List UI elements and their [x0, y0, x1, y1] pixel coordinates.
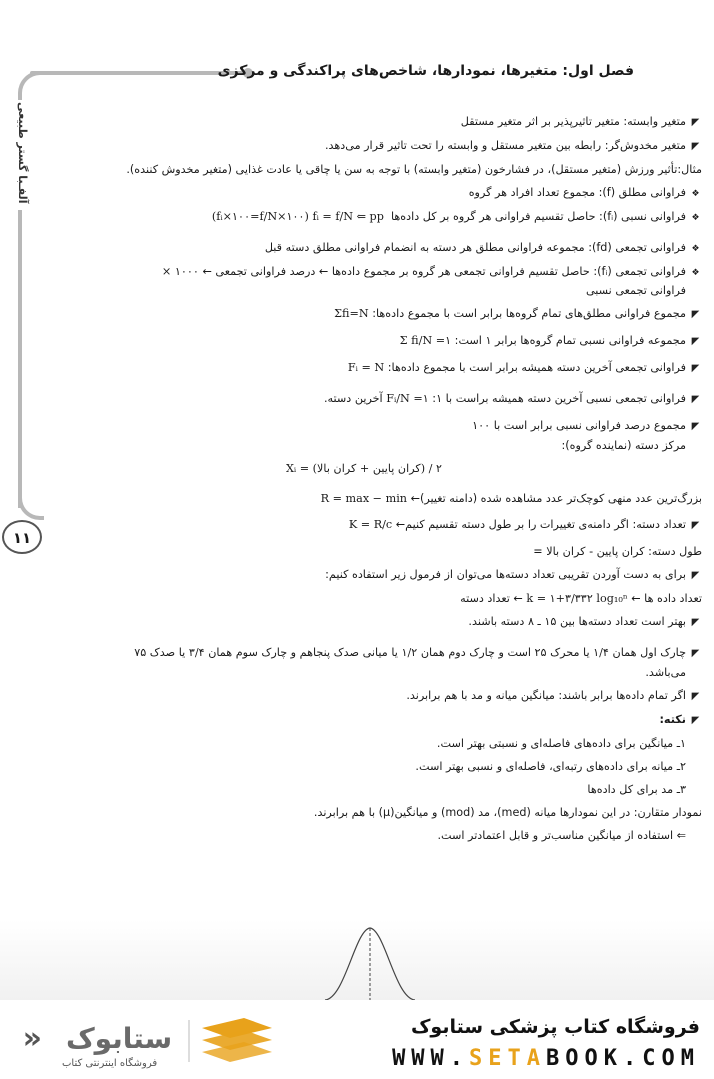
logo-divider: [188, 1020, 190, 1062]
bullet-icon: ◤: [691, 520, 700, 531]
bullet-icon: ◤: [691, 570, 700, 581]
bullet-icon: ◤: [691, 336, 700, 347]
symmetric-curve-figure: [320, 920, 420, 1000]
frame-top-rule: [30, 71, 248, 75]
side-label: آلفـبا گستر طبیعی: [5, 100, 33, 210]
list-item: ◤مجموعه فراوانی نسبی تمام گروه‌ها برابر ۱ است: Σ fi/N =۱: [40, 333, 702, 350]
formula-sum-f: Σfi=N: [334, 307, 369, 320]
list-item: بزرگ‌ترین عدد منهی کوچک‌تر عدد مشاهده شده (دامنه تغییر)← R = max − min: [320, 492, 702, 505]
list-item: مرکز دسته (نماینده گروه):: [561, 439, 686, 452]
list-item: ❖فراوانی مطلق (f): مجموع تعداد افراد هر گروه: [40, 185, 702, 202]
book-stack-icon: [202, 1018, 272, 1062]
list-item: ◤بهتر است تعداد دسته‌ها بین ۱۵ ـ ۸ دسته باشند.: [40, 614, 702, 631]
formula-sum-rel: Σ fi/N =۱: [399, 334, 452, 347]
logo-text: ستابوک: [66, 1022, 173, 1055]
list-item: مثال:تأثیر ورزش (متغیر مستقل)، در فشارخون (متغیر وابسته) با توجه به سن یا چاقی یا عادت غذایی (متغیر مخدوش کننده).: [126, 163, 702, 176]
page-content: [40, 114, 702, 851]
list-item: ۱ـ میانگین برای داده‌های فاصله‌ای و نسبتی بهتر است.: [436, 737, 686, 750]
bullet-icon: ◤: [691, 363, 700, 374]
formula-center: Xᵢ = (کران پایین + کران بالا) / ۲: [285, 462, 442, 475]
list-item: ⇐ استفاده از میانگین مناسب‌تر و قابل اعتمادتر است.: [437, 829, 686, 842]
list-item: ◤اگر تمام داده‌ها برابر باشند: میانگین میانه و مد با هم برابرند.: [40, 688, 702, 705]
formula-classes: K = R/c: [348, 518, 393, 531]
list-item: ◤نکته:: [40, 712, 702, 729]
bullet-icon: ◤: [691, 691, 700, 702]
store-url[interactable]: WWW.SETABOOK.COM: [392, 1046, 700, 1071]
list-item: فراوانی تجمعی نسبی: [585, 284, 686, 297]
list-item: ❖فراوانی تجمعی (fd): مجموعه فراوانی مطلق هر دسته به انضمام فراوانی مطلق دسته قبل: [40, 240, 702, 257]
list-item: طول دسته: کران پایین - کران بالا =: [533, 545, 702, 558]
bullet-icon: ◤: [691, 715, 700, 726]
diamond-bullet-icon: ❖: [691, 268, 700, 278]
store-name: فروشگاه کتاب پزشکی ستابوک: [410, 1016, 700, 1038]
list-item: ◤مجموع فراوانی مطلق‌های تمام گروه‌ها برابر است با مجموع داده‌ها: Σfi=N: [40, 306, 702, 323]
bullet-icon: ◤: [691, 394, 700, 405]
svg-text:«: «: [22, 1021, 42, 1056]
diamond-bullet-icon: ❖: [691, 189, 700, 199]
list-item: ◤فراوانی تجمعی نسبی آخرین دسته همیشه براست با ۱: Fᵢ/N =۱ آخرین دسته.: [40, 391, 702, 408]
formula-count: k = ۱+۳/۳۳۲ log₁₀ⁿ: [526, 592, 628, 605]
logo-subtitle: فروشگاه اینترنتی کتاب: [62, 1058, 158, 1069]
chapter-title: فصل اول: متغیرها، نمودارها، شاخص‌های پراکندگی و مرکزی: [217, 63, 634, 79]
list-item: ❖فراوانی نسبی (fᵢ): حاصل تقسیم فراوانی هر گروه بر کل داده‌ها (fᵢ×۱۰۰=f/N×۱۰۰) fᵢ = f/N ⇐ pp: [40, 209, 702, 226]
list-item: ◤برای به دست آوردن تقریبی تعداد دسته‌ها می‌توان از فرمول زیر استفاده کنیم:: [40, 567, 702, 584]
formula-relative: (fᵢ×۱۰۰=f/N×۱۰۰) fᵢ = f/N ⇐ pp: [211, 210, 384, 223]
formula-last-rel: Fᵢ/N =۱: [386, 392, 429, 405]
bullet-icon: ◤: [691, 617, 700, 628]
list-item: ◤مجموع درصد فراوانی نسبی برابر است با ۱۰۰: [40, 418, 702, 435]
list-item: ◤تعداد دسته: اگر دامنه‌ی تغییرات را بر طول دسته تقسیم کنیم← K = R/c: [40, 517, 702, 534]
bullet-icon: ◤: [691, 117, 700, 128]
bullet-icon: ◤: [691, 648, 700, 659]
list-item: ◤چارک اول همان ۱/۴ یا محرک ۲۵ است و چارک دوم همان ۱/۲ یا میانی صدک پنجاهم و چارک سوم همان ۳/۴ یا صدک ۷۵: [40, 645, 702, 662]
list-item: ◤فراوانی تجمعی آخرین دسته همیشه برابر است با مجموع داده‌ها: Fᵢ = N: [40, 360, 702, 377]
list-item: نمودار متقارن: در این نمودارها میانه (med)، مد (mod) و میانگین(μ) با هم برابرند.: [313, 806, 702, 819]
bullet-icon: ◤: [691, 141, 700, 152]
list-item: ❖فراوانی تجمعی (fᵢ): حاصل تقسیم فراوانی تجمعی هر گروه بر مجموع داده‌ها ← درصد فراوانی تجمعی ← ۱۰۰۰ ×: [40, 264, 702, 281]
list-item: ۲ـ میانه برای داده‌های رتبه‌ای، فاصله‌ای و نسبی بهتر است.: [415, 760, 686, 773]
bullet-icon: ◤: [691, 421, 700, 432]
formula-range: R = max − min: [320, 492, 408, 505]
diamond-bullet-icon: ❖: [691, 213, 700, 223]
list-item: می‌باشد.: [645, 666, 686, 679]
formula-center-line: [40, 461, 702, 477]
list-item: تعداد داده ها ← k = ۱+۳/۳۳۲ log₁₀ⁿ ← تعداد دسته: [460, 592, 702, 605]
formula-last-cum: Fᵢ = N: [347, 361, 385, 374]
diamond-bullet-icon: ❖: [691, 244, 700, 254]
bullet-icon: ◤: [691, 309, 700, 320]
page-number: ۱۱: [2, 520, 42, 554]
list-item: ◤متغیر وابسته: متغیر تاثیرپذیر بر اثر متغیر مستقل: [40, 114, 702, 131]
list-item: ◤متغیر مخدوش‌گر: رابطه بین متغیر مستقل و وابسته را تحت تاثیر قرار می‌دهد.: [40, 138, 702, 155]
list-item: ۳ـ مد برای کل داده‌ها: [587, 783, 686, 796]
